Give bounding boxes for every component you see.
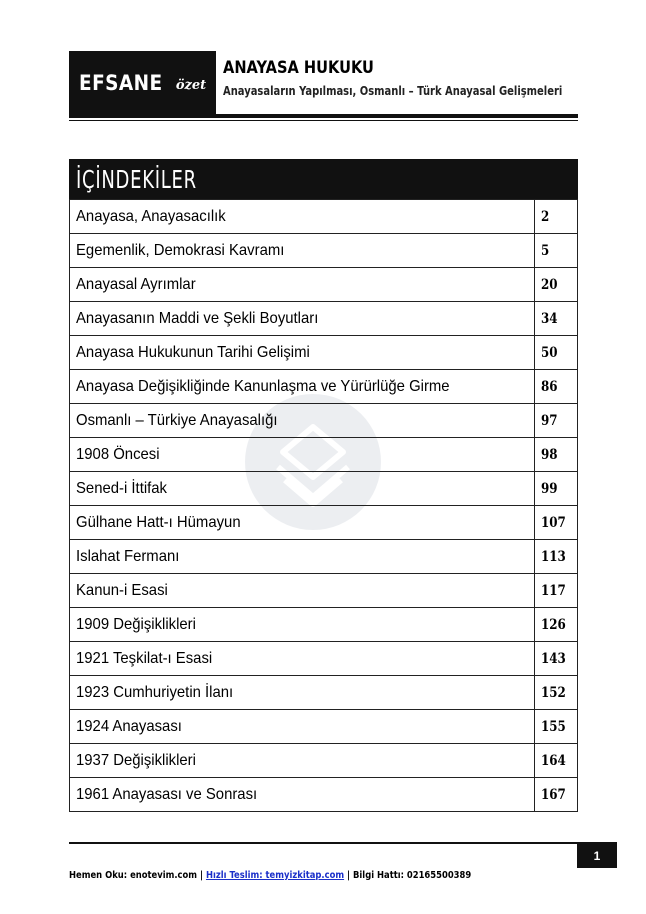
footer-info	[69, 870, 471, 881]
footer-link[interactable]: Hızlı Teslim: temyizkitap.com	[205, 870, 345, 881]
toc-entry-page-number: 34	[540, 310, 558, 327]
toc-entry-title-text: Egemenlik, Demokrasi Kavramı	[76, 241, 285, 259]
toc-entry-page	[534, 370, 577, 404]
toc-entry-page	[534, 710, 577, 744]
toc-entry-page-number: 117	[540, 582, 566, 599]
toc-entry-page-number: 113	[540, 548, 566, 565]
toc-entry-page	[534, 404, 577, 438]
toc-entry-title-text: 1937 Değişiklikleri	[76, 751, 196, 769]
toc-entry-title-text: 1909 Değişiklikleri	[76, 615, 196, 633]
toc-entry-title	[70, 404, 535, 438]
toc-entry-page-number: 97	[540, 412, 558, 429]
toc-entry-page-number: 99	[540, 480, 558, 497]
toc-heading-text: İÇİNDEKİLER	[76, 164, 197, 194]
toc-row[interactable]	[70, 676, 578, 710]
toc-entry-page	[534, 608, 577, 642]
toc-entry-title	[70, 676, 535, 710]
toc-entry-title	[70, 370, 535, 404]
toc-entry-title-text: Islahat Fermanı	[76, 547, 180, 565]
toc-table	[69, 199, 578, 812]
toc-row[interactable]	[70, 506, 578, 540]
toc-entry-title	[70, 302, 535, 336]
footer-text-part1: Hemen Oku: enotevim.com |	[69, 870, 206, 881]
toc-entry-title	[70, 234, 535, 268]
toc-entry-page	[534, 778, 577, 812]
toc-entry-title-text: 1908 Öncesi	[76, 445, 160, 463]
toc-heading	[69, 159, 578, 199]
toc-entry-page	[534, 438, 577, 472]
toc-entry-title-text: 1924 Anayasası	[76, 717, 182, 735]
footer-text-part2: | Bilgi Hattı: 02165500389	[344, 870, 472, 881]
logo-script-text: özet	[175, 78, 207, 93]
toc-entry-title-text: Gülhane Hatt-ı Hümayun	[76, 513, 241, 531]
toc-row[interactable]	[70, 404, 578, 438]
toc-entry-title-text: Osmanlı – Türkiye Anayasalığı	[76, 411, 278, 429]
toc-row[interactable]	[70, 778, 578, 812]
logo-main-text: EFSANE	[78, 70, 163, 95]
toc-entry-title-text: Kanun-i Esasi	[76, 581, 168, 599]
toc-entry-page-number: 107	[540, 514, 566, 531]
toc-row[interactable]	[70, 200, 578, 234]
toc-entry-page-number: 155	[540, 718, 566, 735]
toc-entry-title	[70, 506, 535, 540]
toc-entry-page-number: 20	[540, 276, 558, 293]
toc-row[interactable]	[70, 438, 578, 472]
toc-entry-page-number: 126	[540, 616, 566, 633]
toc-entry-title-text: Sened-i İttifak	[76, 479, 167, 497]
toc-entry-page	[534, 472, 577, 506]
toc-entry-title	[70, 268, 535, 302]
toc-entry-page	[534, 336, 577, 370]
toc-entry-title	[70, 710, 535, 744]
toc-entry-title	[70, 608, 535, 642]
header-divider-thin	[69, 120, 578, 121]
toc-row[interactable]	[70, 268, 578, 302]
toc-entry-page-number: 5	[540, 242, 549, 259]
toc-entry-title-text: Anayasanın Maddi ve Şekli Boyutları	[76, 309, 319, 327]
toc-entry-page	[534, 540, 577, 574]
toc-row[interactable]	[70, 540, 578, 574]
toc-entry-page-number: 164	[540, 752, 566, 769]
toc-entry-page-number: 50	[540, 344, 558, 361]
header-divider	[69, 114, 578, 118]
toc-entry-title-text: 1923 Cumhuriyetin İlanı	[76, 683, 234, 701]
document-title: ANAYASA HUKUKU	[223, 58, 374, 78]
toc-entry-page-number: 2	[540, 208, 549, 225]
toc-entry-page	[534, 200, 577, 234]
toc-entry-title	[70, 200, 535, 234]
toc-entry-title	[70, 438, 535, 472]
toc-entry-title	[70, 778, 535, 812]
toc-row[interactable]	[70, 336, 578, 370]
toc-entry-title-text: 1921 Teşkilat-ı Esasi	[76, 649, 213, 667]
toc-entry-page	[534, 574, 577, 608]
toc-entry-title-text: Anayasal Ayrımlar	[76, 275, 196, 293]
toc-entry-page-number: 167	[540, 786, 566, 803]
toc-entry-title-text: Anayasa, Anayasacılık	[76, 207, 226, 225]
document-subtitle: Anayasaların Yapılması, Osmanlı – Türk Anayasal Gelişmeleri	[223, 84, 563, 98]
toc-entry-page	[534, 676, 577, 710]
toc-entry-page-number: 86	[540, 378, 558, 395]
toc-entry-page	[534, 234, 577, 268]
toc-entry-title	[70, 574, 535, 608]
toc-entry-page	[534, 268, 577, 302]
toc-row[interactable]	[70, 642, 578, 676]
toc-row[interactable]	[70, 472, 578, 506]
toc-entry-title	[70, 336, 535, 370]
toc-row[interactable]	[70, 370, 578, 404]
toc-row[interactable]	[70, 710, 578, 744]
toc-row[interactable]	[70, 744, 578, 778]
toc-entry-title	[70, 744, 535, 778]
toc-entry-page	[534, 642, 577, 676]
toc-entry-title-text: Anayasa Değişikliğinde Kanunlaşma ve Yürürlüğe Girme	[76, 377, 450, 395]
toc-entry-title	[70, 642, 535, 676]
brand-logo	[69, 51, 216, 114]
toc-entry-page	[534, 302, 577, 336]
toc-entry-page-number: 152	[540, 684, 566, 701]
page-number: 1	[577, 843, 617, 868]
toc-row[interactable]	[70, 302, 578, 336]
toc-entry-page-number: 98	[540, 446, 558, 463]
toc-entry-title-text: 1961 Anayasası ve Sonrası	[76, 785, 258, 803]
toc-entry-page	[534, 744, 577, 778]
toc-row[interactable]	[70, 574, 578, 608]
toc-entry-page	[534, 506, 577, 540]
toc-entry-title	[70, 472, 535, 506]
toc-row[interactable]	[70, 608, 578, 642]
toc-entry-title	[70, 540, 535, 574]
toc-entry-title-text: Anayasa Hukukunun Tarihi Gelişimi	[76, 343, 310, 361]
footer-divider	[69, 842, 617, 844]
toc-row[interactable]	[70, 234, 578, 268]
toc-entry-page-number: 143	[540, 650, 566, 667]
